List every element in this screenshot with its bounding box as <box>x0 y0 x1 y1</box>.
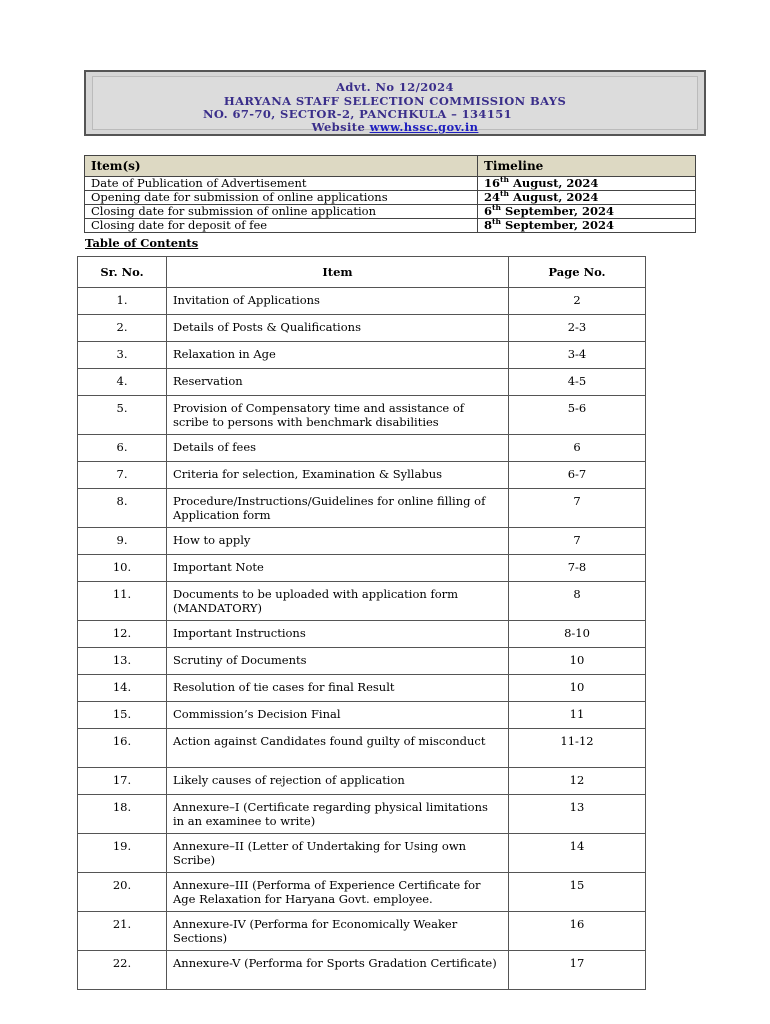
toc-item: Reservation <box>167 369 509 396</box>
commission-name: HARYANA STAFF SELECTION COMMISSION BAYS <box>223 94 567 108</box>
toc-page-no: 2-3 <box>509 315 646 342</box>
toc-row <box>78 834 646 873</box>
timeline-item: Closing date for deposit of fee <box>85 219 478 233</box>
toc-sr-no: 10. <box>78 555 167 582</box>
toc-row <box>78 342 646 369</box>
toc-page-no: 2 <box>509 288 646 315</box>
toc-page-no: 6-7 <box>509 462 646 489</box>
toc-sr-no: 4. <box>78 369 167 396</box>
toc-sr-no: 17. <box>78 768 167 795</box>
toc-page-no: 7 <box>509 528 646 555</box>
toc-page-no: 8-10 <box>509 621 646 648</box>
toc-header-row <box>78 257 646 288</box>
toc-row <box>78 288 646 315</box>
date-day: 24 <box>484 190 501 204</box>
timeline-date <box>478 219 696 233</box>
toc-row <box>78 951 646 990</box>
toc-item: Details of fees <box>167 435 509 462</box>
timeline-row <box>85 205 696 219</box>
website-line <box>93 120 697 134</box>
toc-item: How to apply <box>167 528 509 555</box>
toc-sr-no: 2. <box>78 315 167 342</box>
timeline-col-item: Item(s) <box>85 156 478 177</box>
toc-title: Table of Contents <box>85 236 199 250</box>
toc-sr-no: 18. <box>78 795 167 834</box>
date-rest: September, 2024 <box>500 204 614 218</box>
date-day: 8 <box>484 218 493 232</box>
toc-item: Criteria for selection, Examination & Syllabus <box>167 462 509 489</box>
toc-sr-no: 12. <box>78 621 167 648</box>
date-day: 16 <box>484 176 501 190</box>
commission-address: NO. 67-70, SECTOR-2, PANCHKULA – 134151 <box>203 107 513 121</box>
toc-row <box>78 396 646 435</box>
toc-sr-no: 21. <box>78 912 167 951</box>
timeline-col-timeline: Timeline <box>478 156 696 177</box>
toc-page-no: 11-12 <box>509 729 646 768</box>
toc-page-no: 15 <box>509 873 646 912</box>
timeline-header-row <box>85 156 696 177</box>
toc-page-no: 14 <box>509 834 646 873</box>
toc-item: Annexure–I (Certificate regarding physical limitations in an examinee to write) <box>167 795 509 834</box>
timeline-row <box>85 219 696 233</box>
toc-row <box>78 675 646 702</box>
toc-item: Relaxation in Age <box>167 342 509 369</box>
toc-row <box>78 555 646 582</box>
toc-sr-no: 3. <box>78 342 167 369</box>
toc-sr-no: 20. <box>78 873 167 912</box>
toc-item: Annexure–III (Performa of Experience Certificate for Age Relaxation for Haryana Govt. employee. <box>167 873 509 912</box>
timeline-date <box>478 177 696 191</box>
toc-sr-no: 7. <box>78 462 167 489</box>
date-suffix: th <box>492 203 501 213</box>
toc-table <box>77 256 646 990</box>
toc-col-sr: Sr. No. <box>78 257 167 288</box>
toc-page-no: 7-8 <box>509 555 646 582</box>
toc-sr-no: 6. <box>78 435 167 462</box>
toc-page-no: 17 <box>509 951 646 990</box>
toc-page-no: 4-5 <box>509 369 646 396</box>
toc-row <box>78 702 646 729</box>
toc-item: Commission’s Decision Final <box>167 702 509 729</box>
timeline-item: Opening date for submission of online applications <box>85 191 478 205</box>
toc-sr-no: 9. <box>78 528 167 555</box>
toc-sr-no: 19. <box>78 834 167 873</box>
timeline-item: Date of Publication of Advertisement <box>85 177 478 191</box>
toc-item: Annexure–II (Letter of Undertaking for Using own Scribe) <box>167 834 509 873</box>
toc-col-item: Item <box>167 257 509 288</box>
toc-page-no: 3-4 <box>509 342 646 369</box>
toc-item: Action against Candidates found guilty of misconduct <box>167 729 509 768</box>
toc-row <box>78 873 646 912</box>
toc-row <box>78 582 646 621</box>
toc-page-no: 5-6 <box>509 396 646 435</box>
toc-row <box>78 912 646 951</box>
toc-page-no: 11 <box>509 702 646 729</box>
toc-sr-no: 16. <box>78 729 167 768</box>
date-rest: August, 2024 <box>508 176 599 190</box>
toc-sr-no: 11. <box>78 582 167 621</box>
toc-item: Annexure-V (Performa for Sports Gradation Certificate) <box>167 951 509 990</box>
toc-row <box>78 462 646 489</box>
date-rest: August, 2024 <box>508 190 599 204</box>
date-day: 6 <box>484 204 493 218</box>
timeline-table <box>84 155 696 233</box>
timeline-item: Closing date for submission of online application <box>85 205 478 219</box>
toc-item: Provision of Compensatory time and assistance of scribe to persons with benchmark disabilities <box>167 396 509 435</box>
date-suffix: th <box>500 175 509 185</box>
toc-page-no: 10 <box>509 675 646 702</box>
toc-item: Documents to be uploaded with application form (MANDATORY) <box>167 582 509 621</box>
toc-row <box>78 369 646 396</box>
toc-item: Scrutiny of Documents <box>167 648 509 675</box>
toc-page-no: 6 <box>509 435 646 462</box>
toc-page-no: 8 <box>509 582 646 621</box>
toc-row <box>78 489 646 528</box>
toc-page-no: 16 <box>509 912 646 951</box>
website-label: Website <box>311 120 366 134</box>
toc-item: Resolution of tie cases for final Result <box>167 675 509 702</box>
toc-sr-no: 1. <box>78 288 167 315</box>
toc-row <box>78 435 646 462</box>
toc-row <box>78 648 646 675</box>
toc-col-page: Page No. <box>509 257 646 288</box>
toc-row <box>78 315 646 342</box>
timeline-date <box>478 205 696 219</box>
toc-row <box>78 621 646 648</box>
toc-item: Important Note <box>167 555 509 582</box>
header-inner-panel <box>92 76 698 134</box>
date-suffix: th <box>500 189 509 199</box>
toc-page-no: 12 <box>509 768 646 795</box>
toc-page-no: 10 <box>509 648 646 675</box>
toc-row <box>78 768 646 795</box>
advertisement-header <box>84 70 706 136</box>
timeline-row <box>85 177 696 191</box>
toc-sr-no: 15. <box>78 702 167 729</box>
toc-sr-no: 22. <box>78 951 167 990</box>
toc-item: Invitation of Applications <box>167 288 509 315</box>
toc-item: Details of Posts & Qualifications <box>167 315 509 342</box>
date-rest: September, 2024 <box>500 218 614 232</box>
toc-row <box>78 528 646 555</box>
toc-item: Likely causes of rejection of application <box>167 768 509 795</box>
advt-number: Advt. No 12/2024 <box>336 80 454 94</box>
toc-sr-no: 13. <box>78 648 167 675</box>
toc-item: Annexure-IV (Performa for Economically Weaker Sections) <box>167 912 509 951</box>
toc-sr-no: 14. <box>78 675 167 702</box>
toc-item: Important Instructions <box>167 621 509 648</box>
toc-item: Procedure/Instructions/Guidelines for online filling of Application form <box>167 489 509 528</box>
website-link[interactable]: www.hssc.gov.in <box>369 120 479 134</box>
toc-sr-no: 5. <box>78 396 167 435</box>
toc-row <box>78 795 646 834</box>
toc-row <box>78 729 646 768</box>
toc-sr-no: 8. <box>78 489 167 528</box>
toc-page-no: 13 <box>509 795 646 834</box>
date-suffix: th <box>492 217 501 227</box>
timeline-row <box>85 191 696 205</box>
timeline-date <box>478 191 696 205</box>
toc-page-no: 7 <box>509 489 646 528</box>
